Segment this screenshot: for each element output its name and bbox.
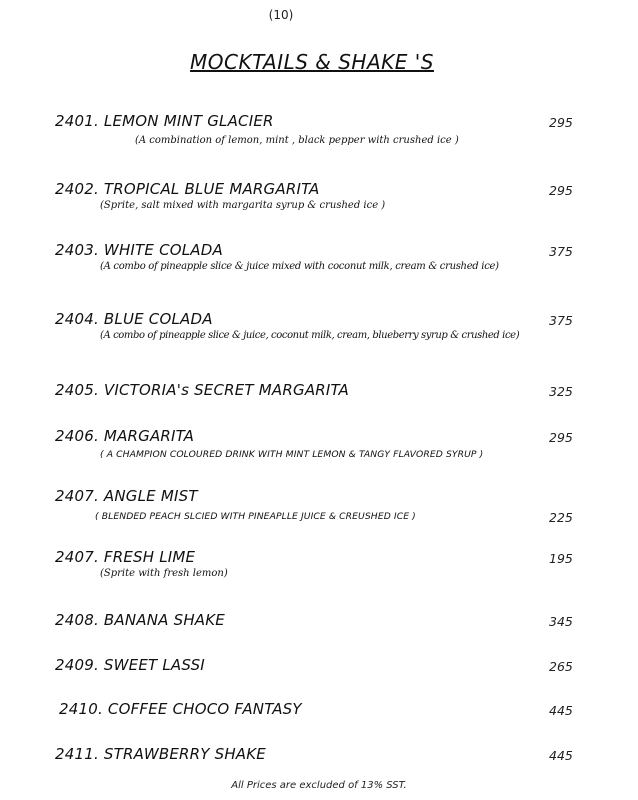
item-price: 265 — [549, 659, 573, 674]
item-name: 2404. BLUE COLADA — [55, 310, 213, 328]
item-name: 2402. TROPICAL BLUE MARGARITA — [55, 180, 320, 198]
item-name: 2401. LEMON MINT GLACIER — [55, 112, 274, 130]
item-name: 2405. VICTORIA's SECRET MARGARITA — [55, 381, 349, 399]
item-price: 295 — [549, 430, 573, 445]
item-price: 445 — [549, 703, 573, 718]
item-price: 345 — [549, 614, 573, 629]
item-price: 325 — [549, 384, 573, 399]
item-name: 2408. BANANA SHAKE — [55, 611, 225, 629]
price-disclaimer: All Prices are excluded of 13% SST. — [231, 780, 407, 791]
item-price: 445 — [549, 748, 573, 763]
item-price: 375 — [549, 244, 573, 259]
item-price: 225 — [549, 510, 573, 525]
item-name: 2410. COFFEE CHOCO FANTASY — [59, 700, 302, 718]
item-name: 2403. WHITE COLADA — [55, 241, 223, 259]
item-description: (Sprite, salt mixed with margarita syrup & crushed ice ) — [100, 200, 386, 211]
item-description: ( BLENDED PEACH SLCIED WITH PINEAPLLE JUICE & CREUSHED ICE ) — [95, 511, 416, 522]
item-description: (A combination of lemon, mint , black pepper with crushed ice ) — [135, 135, 459, 146]
item-price: 295 — [549, 115, 573, 130]
item-name: 2407. FRESH LIME — [55, 548, 196, 566]
item-description: (Sprite with fresh lemon) — [100, 568, 228, 579]
item-name: 2409. SWEET LASSI — [55, 656, 205, 674]
item-name: 2407. ANGLE MIST — [55, 487, 198, 505]
item-price: 295 — [549, 183, 573, 198]
item-price: 195 — [549, 551, 573, 566]
page-number: (10) — [268, 8, 294, 22]
item-description: (A combo of pineapple slice & juice, coconut milk, cream, blueberry syrup & crushed ice) — [100, 330, 520, 341]
item-name: 2411. STRAWBERRY SHAKE — [55, 745, 266, 763]
item-description: ( A CHAMPION COLOURED DRINK WITH MINT LEMON & TANGY FLAVORED SYRUP ) — [100, 449, 484, 460]
item-name: 2406. MARGARITA — [55, 427, 195, 445]
item-price: 375 — [549, 313, 573, 328]
item-description: (A combo of pineapple slice & juice mixed with coconut milk, cream & crushed ice) — [100, 261, 499, 272]
page-title: MOCKTAILS & SHAKE 'S — [190, 50, 434, 74]
